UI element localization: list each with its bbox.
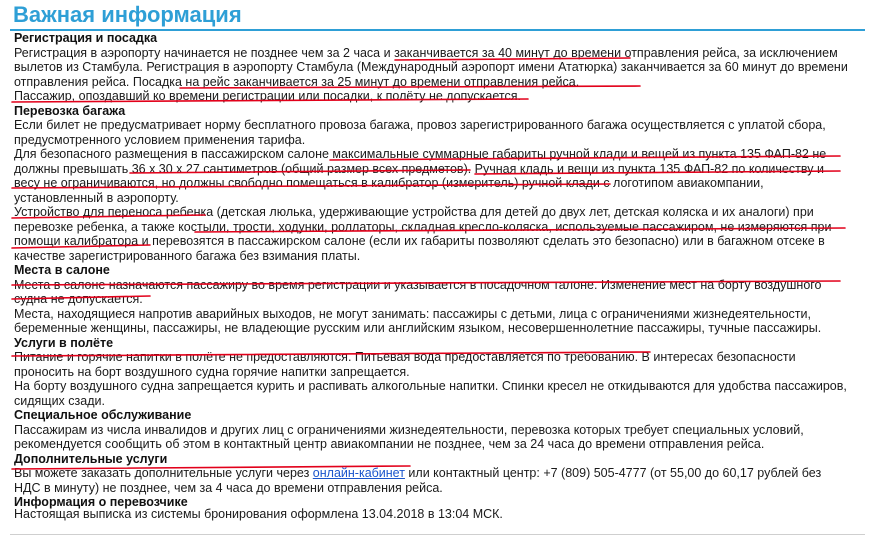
info-content	[14, 31, 850, 510]
registration-heading: Регистрация и посадка	[14, 31, 158, 45]
smoking-text: На борту воздушного судна запрещается курить и распивать алкогольные напитки. Спинки кресел не откидываются для удобства пассажиров, сидящих сзади.	[14, 379, 847, 408]
registration-text: Регистрация в аэропорту начинается не позднее чем за 2 часа и заканчивается за 40 минут до времени отправления рейса, за исключением вылетов из Стамбула. Регистрация в аэропорту Стамбула (Международный аэропорт имени Ататюрка) заканчивается за 60 минут до времени отправления рейса. Посадка на рейс заканчивается за 25 минут до времени отправления рейса.	[14, 45, 848, 89]
baggage-heading: Перевозка багажа	[14, 103, 126, 118]
bottom-divider	[10, 534, 865, 535]
seats-section	[14, 263, 850, 336]
online-cabinet-link[interactable]: онлайн-кабинет	[312, 466, 405, 480]
inflight-heading: Услуги в полёте	[14, 335, 114, 350]
registration-section	[14, 31, 850, 104]
extra-services-text	[14, 466, 850, 495]
inflight-section	[14, 336, 850, 409]
carrier-heading: Информация о перевозчике	[14, 495, 188, 509]
child-device-text: Устройство для переноса ребенка (детская люлька, удерживающие устройства для детей до двух лет, детская коляска и их аналоги) при перевозке ребенка, а также костыли, трости, ходунки, роллаторы, складная кресло-коляска, используемые пассажиром, не измеряются при помощи калибратора и перевозятся в пассажирском салоне (если их габариты позволяют сделать это безопасно) или в багажном отсеке в качестве зарегистрированного багажа без взимания платы.	[14, 205, 832, 263]
seat-assignment-text: Места в салоне назначаются пассажиру во время регистрации и указывается в посадочном талоне. Изменение мест на борту воздушного судна не допускается.	[14, 277, 822, 306]
page-title: Важная информация	[13, 2, 242, 27]
meals-text: Питание и горячие напитки в полёте не предоставляются. Питьевая вода предоставляется по требованию. В интересах безопасности проносить на борт воздушного судна горячие напитки запрещается.	[14, 350, 796, 379]
late-passenger-text: Пассажир, опоздавший ко времени регистрации или посадки, к полёту не допускается.	[14, 89, 521, 103]
special-section	[14, 408, 850, 452]
seats-heading: Места в салоне	[14, 263, 110, 277]
hand-luggage-text: Для безопасного размещения в пассажирском салоне максимальные суммарные габариты ручной клади и вещей из пункта 135 ФАП-82 не должны превышать 36 х 30 х 27 сантиметров (общий размер всех предметов). Ручная кладь и вещи из пункта 135 ФАП-82 по количеству и весу не ограничиваются, но должны свободно помещаться в калибратор (измеритель) ручной клади с логотипом авиакомпании, установленный в аэропорту.	[14, 147, 827, 205]
emergency-exit-text: Места, находящиеся напротив аварийных выходов, не могут занимать: пассажиры с детьми, лица с ограничениями жизнедеятельности, беременные женщины, пассажиры, не владеющие русским или английским языком, несовершеннолетние пассажиры, тучные пассажиры.	[14, 306, 822, 335]
extra-services-text-after: или контактный центр: +7 (809) 505-4777 (от 55,00 до 60,17 рублей без НДС в минуту) не позднее, чем за 4 часа до времени отправления рейса.	[14, 466, 822, 495]
baggage-fee-text: Если билет не предусматривает норму бесплатного провоза багажа, провоз зарегистрированного багажа осуществляется с уплатой сбора, предусмотренного условием применения тарифа.	[14, 118, 826, 147]
extra-services-heading: Дополнительные услуги	[14, 451, 168, 466]
special-text: Пассажирам из числа инвалидов и других лиц с ограничениями жизнедеятельности, перевозка которых требует специальных условий, рекомендуется сообщить об этом в контактный центр авиакомпании не позднее, чем за 24 часа до времени отправления рейса.	[14, 422, 804, 451]
special-heading: Специальное обслуживание	[14, 408, 192, 422]
extra-services-section	[14, 452, 850, 496]
booking-statement: Настоящая выписка из системы бронирования оформлена 13.04.2018 в 13:04 МСК.	[14, 507, 503, 521]
extra-services-text-before: Вы можете заказать дополнительные услуги через	[14, 466, 313, 480]
baggage-section	[14, 104, 850, 264]
